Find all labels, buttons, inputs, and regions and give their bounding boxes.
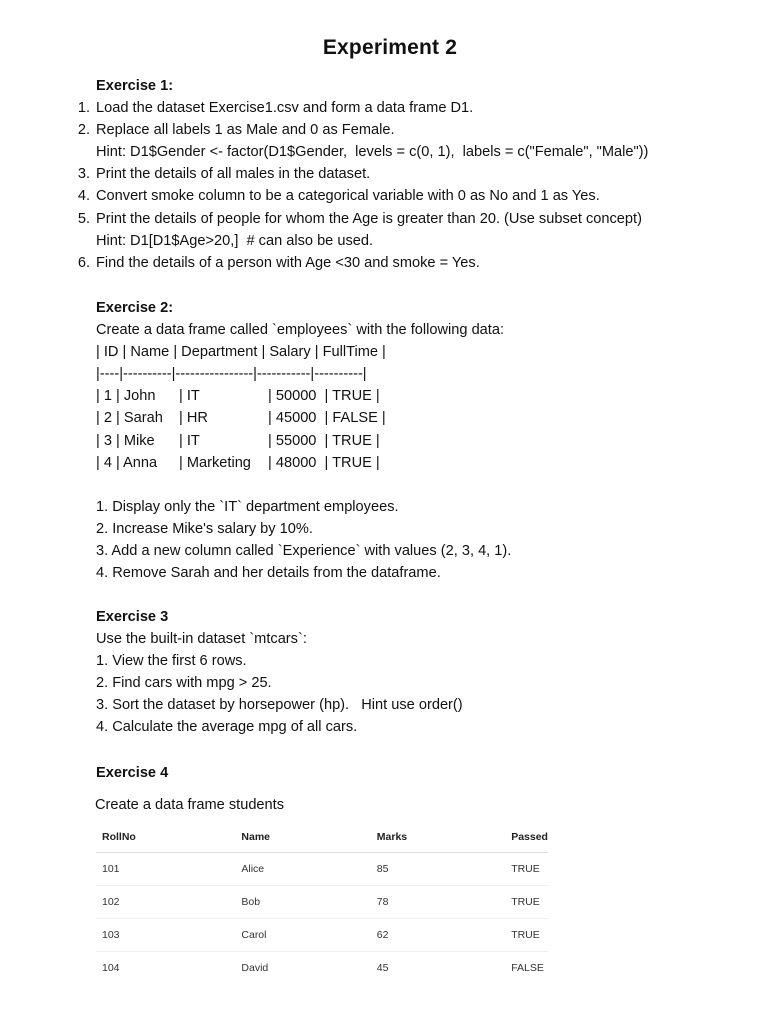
exercise-4-intro: Create a data frame students xyxy=(95,797,285,813)
list-item: 2. Increase Mike's salary by 10%. xyxy=(96,520,313,537)
list-item: 1. Display only the `IT` department employees. xyxy=(96,498,399,515)
table-row: 102 Bob 78 TRUE xyxy=(96,886,548,919)
column-header: Passed xyxy=(505,822,548,853)
list-item: 6. Find the details of a person with Age <30 and smoke = Yes. xyxy=(77,254,480,271)
list-item: 3. Print the details of all males in the dataset. xyxy=(77,166,371,183)
exercise-3-intro: Use the built-in dataset `mtcars`: xyxy=(96,631,307,648)
exercise-1 xyxy=(77,75,649,274)
students-table xyxy=(96,822,548,984)
page-title: Experiment 2 xyxy=(322,36,458,59)
column-header: Marks xyxy=(371,822,505,853)
list-item: 4. Remove Sarah and her details from the dataframe. xyxy=(96,565,441,582)
hint-text: Hint: D1[D1$Age>20,] # can also be used. xyxy=(96,232,374,249)
exercise-2-intro: Create a data frame called `employees` with the following data: xyxy=(96,322,505,339)
exercise-4-heading: Exercise 4 xyxy=(96,765,169,781)
list-item: 4. Calculate the average mpg of all cars. xyxy=(96,719,358,736)
list-item: 2. Replace all labels 1 as Male and 0 as Female. Hint: D1$Gender <- factor(D1$Gender, levels = c(0, 1), labels = c("Female", "Male")) xyxy=(96,119,648,163)
hint-text: Hint: D1$Gender <- factor(D1$Gender, levels = c(0, 1), labels = c("Female", "Male")) xyxy=(96,144,649,161)
table-row: 103 Carol 62 TRUE xyxy=(96,919,548,952)
list-item: 1. View the first 6 rows. xyxy=(96,653,247,670)
table-row: 104 David 45 FALSE xyxy=(102,962,544,974)
table-row: | 1 | John | IT | 50000 | TRUE | xyxy=(96,388,380,405)
column-header: Name xyxy=(235,822,370,853)
exercise-2 xyxy=(96,297,511,584)
table-row: | 3 | Mike | IT | 55000 | TRUE | xyxy=(96,432,380,449)
column-header: RollNo xyxy=(96,822,235,853)
list-item: 4. Convert smoke column to be a categorical variable with 0 as No and 1 as Yes. xyxy=(77,188,600,205)
exercise-3 xyxy=(96,606,463,739)
table-header-row xyxy=(96,822,548,853)
list-item: 5. Print the details of people for whom the Age is greater than 20. (Use subset concept) Hint: D1[D1$Age>20,] # can also be used. xyxy=(96,208,648,252)
table-row: 101 Alice 85 TRUE xyxy=(96,853,548,886)
list-item: 3. Add a new column called `Experience` with values (2, 3, 4, 1). xyxy=(96,543,512,560)
exercise-3-heading: Exercise 3 xyxy=(96,609,169,625)
exercise-4 xyxy=(96,762,168,784)
list-item: 3. Sort the dataset by horsepower (hp). Hint use order() xyxy=(96,697,463,714)
employees-table-separator: |----|----------|----------------|-----------|----------| xyxy=(96,366,367,383)
employees-table-header: | ID | Name | Department | Salary | FullTime | xyxy=(96,344,386,361)
exercise-2-heading: Exercise 2: xyxy=(96,300,174,316)
exercise-4-intro-block xyxy=(95,794,284,816)
exercise-1-heading: Exercise 1: xyxy=(96,78,174,94)
table-row: | 2 | Sarah | HR | 45000 | FALSE | xyxy=(96,410,386,427)
table-row: | 4 | Anna | Marketing | 48000 | TRUE | xyxy=(96,454,380,471)
list-item: 1. Load the dataset Exercise1.csv and form a data frame D1. xyxy=(77,100,474,117)
list-item: 2. Find cars with mpg > 25. xyxy=(96,675,272,692)
